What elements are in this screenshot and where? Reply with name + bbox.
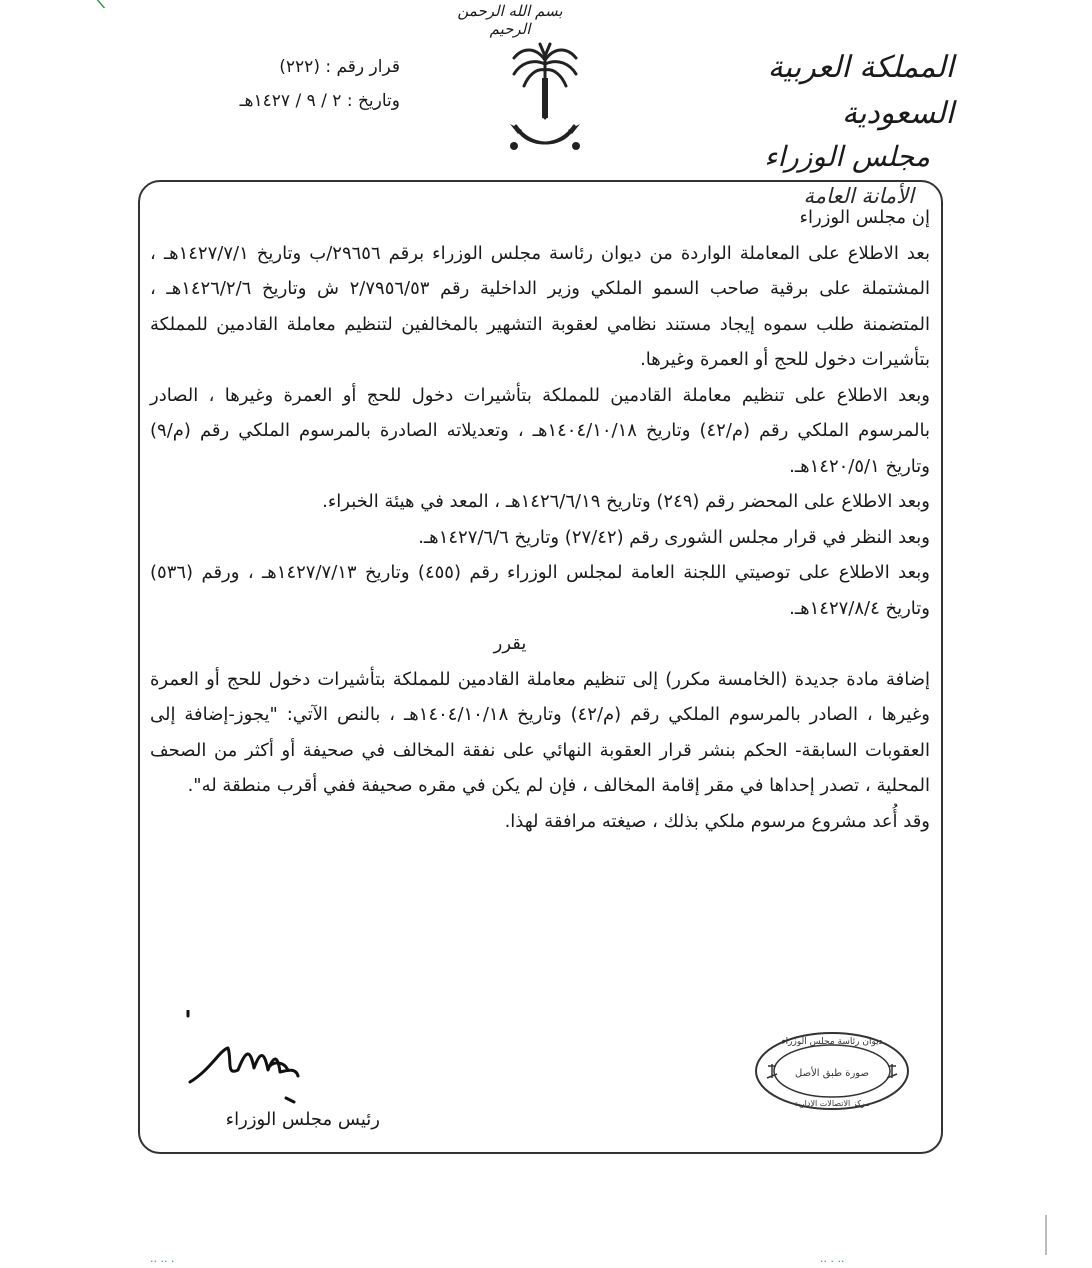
paragraph-3: وبعد الاطلاع على المحضر رقم (٢٤٩) وتاريخ ١٤٢٦/٦/١٩هـ ، المعد في هيئة الخبراء.: [322, 491, 930, 512]
bottom-mark-right: ·· · ··: [820, 1255, 845, 1268]
kingdom-name: المملكة العربية السعودية: [767, 50, 954, 131]
secretariat-name: الأمانة العامة: [803, 184, 914, 208]
paragraph-7: وقد أُعد مشروع مرسوم ملكي بذلك ، صيغته مرافقة لهذا.: [504, 810, 930, 832]
seal-bottom-text: مركز الاتصالات الإدارية: [794, 1099, 870, 1108]
signature-title: رئيس مجلس الوزراء: [225, 1109, 380, 1130]
decision-body: [150, 200, 930, 839]
seal-center-text: صورة طبق الأصل: [795, 1068, 869, 1079]
bottom-mark-left: ·· ·· ·: [150, 1255, 175, 1268]
council-name: مجلس الوزراء: [764, 140, 930, 173]
palm-swords-emblem-icon: [500, 38, 590, 158]
paragraph-2: وبعد الاطلاع على تنظيم معاملة القادمين للمملكة بتأشيرات دخول للحج أو العمرة وغيرها ، الصادر بالمرسوم الملكي رقم (م/٤٢) وتاريخ ١٤٠٤/١٠/١٨هـ ، وتعديلاته الصادرة بالمرسوم الملكي رقم (م/٩) وتاريخ ١٤٢٠/٥/١هـ.: [150, 384, 930, 477]
corner-mark: [97, 0, 124, 8]
decision-reference: [150, 50, 400, 118]
paragraph-4: وبعد النظر في قرار مجلس الشورى رقم (٢٧/٤٢) وتاريخ ١٤٢٧/٦/٦هـ.: [418, 526, 930, 548]
handwritten-signature: [150, 1010, 380, 1110]
opening-line: إن مجلس الوزراء: [799, 207, 930, 228]
paragraph-1: بعد الاطلاع على المعاملة الواردة من ديوان رئاسة مجلس الوزراء برقم ٢٩٦٥٦/ب وتاريخ ١٤٢٧/٧/١هـ ، المشتملة على برقية صاحب السمو الملكي وزير الداخلية رقم ٢/٧٩٥٦/٥٣ ش وتاريخ ١٤٢٦/٢/٦هـ ، المتضمنة طلب سموه إيجاد مستند نظامي لعقوبة التشهير بالمخالفين لتنظيم معاملة القادمين للمملكة بتأشيرات دخول للحج أو العمرة وغيرها.: [150, 242, 931, 370]
paragraph-6: إضافة مادة جديدة (الخامسة مكرر) إلى تنظيم معاملة القادمين للمملكة بتأشيرات دخول للحج أو العمرة وغيرها ، الصادر بالمرسوم الملكي رقم (م/٤٢) وتاريخ ١٤٠٤/١٠/١٨هـ ، بالنص الآتي: "يجوز-إضافة إلى العقوبات السابقة- الحكم بنشر قرار العقوبة النهائي على نفقة المخالف في صحيفة أو أكثر من الصحف المحلية ، تصدر إحداها في مقر إقامة المخالف ، فإن لم يكن في مقره صحيفة ففي أقرب منطقة له".: [150, 668, 930, 796]
basmala: بسم الله الرحمن الرحيم: [457, 2, 563, 38]
seal-top-text: ديوان رئاسة مجلس الوزراء: [781, 1037, 883, 1047]
paragraph-5: وبعد الاطلاع على توصيتي اللجنة العامة لمجلس الوزراء رقم (٤٥٥) وتاريخ ١٤٢٧/٧/١٣هـ ، ورقم (٥٣٦) وتاريخ ١٤٢٧/٨/٤هـ.: [150, 562, 930, 619]
decides-heading: يقرر: [493, 633, 527, 654]
signature-block: [150, 1010, 380, 1140]
official-seal: [752, 1030, 912, 1112]
decision-date: وتاريخ : ٢ / ٩ / ١٤٢٧هـ: [239, 91, 400, 111]
decision-number: قرار رقم : (٢٢٢): [279, 57, 400, 77]
edge-line: [1045, 1215, 1047, 1255]
